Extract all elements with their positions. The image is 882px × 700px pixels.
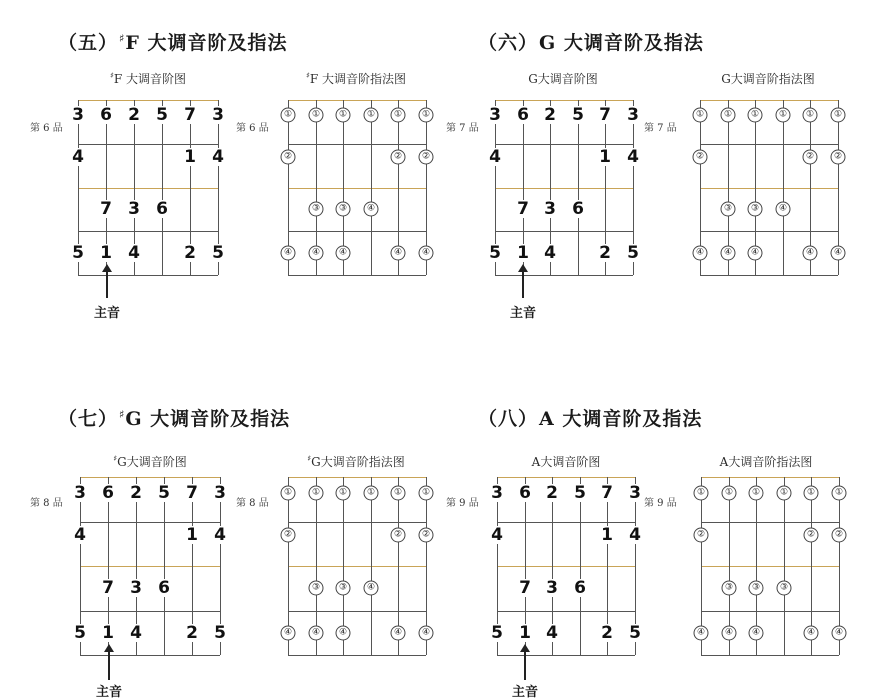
fret-line (700, 275, 838, 276)
scale-note: 3 (128, 199, 140, 219)
scale-note: 3 (546, 578, 558, 598)
fingering-fretboard (696, 477, 844, 655)
scale-note: 6 (156, 199, 168, 219)
finger-marker: ④ (693, 246, 708, 261)
finger-marker: ① (804, 486, 819, 501)
fret-line (80, 566, 220, 567)
fret-line (495, 188, 633, 189)
tonic-arrow-icon (106, 270, 108, 298)
fret-label: 第 6 品 (30, 123, 63, 134)
fret-line (288, 655, 426, 656)
section-title: （八）A 大调音阶及指法 (478, 408, 703, 430)
fret-line (78, 188, 218, 189)
finger-marker: ④ (419, 626, 434, 641)
tonic-arrow-icon (524, 650, 526, 680)
finger-marker: ④ (281, 626, 296, 641)
scale-fretboard (74, 477, 226, 655)
nut-line (80, 477, 220, 478)
finger-marker: ② (419, 528, 434, 543)
scale-diagram-title: ♯G大调音阶图 (113, 454, 187, 469)
scale-note: 7 (184, 105, 196, 125)
fret-label: 第 8 品 (236, 498, 269, 509)
finger-marker: ② (391, 150, 406, 165)
scale-note: 6 (517, 105, 529, 125)
scale-note: 3 (214, 483, 226, 503)
tonic-arrow-icon (522, 270, 524, 298)
finger-marker: ① (776, 108, 791, 123)
string-line (164, 477, 165, 655)
fingering-diagram-title: G大调音阶指法图 (721, 72, 815, 86)
scale-note: 7 (186, 483, 198, 503)
nut-line (497, 477, 635, 478)
section-title: （七）♯G 大调音阶及指法 (58, 407, 291, 430)
scale-note: 4 (74, 525, 86, 545)
scale-note: 3 (130, 578, 142, 598)
scale-note: 2 (546, 483, 558, 503)
finger-marker: ① (749, 486, 764, 501)
finger-marker: ④ (364, 202, 379, 217)
fret-line (288, 611, 426, 612)
fingering-diagram-title: A大调音阶指法图 (719, 455, 813, 469)
fret-line (497, 655, 635, 656)
tonic-label: 主音 (511, 685, 539, 700)
scale-note: 4 (72, 147, 84, 167)
scale-note: 3 (74, 483, 86, 503)
scale-note: 4 (214, 525, 226, 545)
scale-note: 1 (519, 623, 531, 643)
scale-note: 7 (517, 199, 529, 219)
string-line (371, 477, 372, 655)
scale-note: 7 (100, 199, 112, 219)
finger-marker: ① (364, 486, 379, 501)
fret-label: 第 7 品 (446, 123, 479, 134)
finger-marker: ③ (309, 581, 324, 596)
finger-marker: ④ (364, 581, 379, 596)
fret-line (701, 655, 839, 656)
finger-marker: ② (693, 150, 708, 165)
finger-marker: ② (694, 528, 709, 543)
fret-line (78, 231, 218, 232)
finger-marker: ① (281, 486, 296, 501)
fret-line (78, 144, 218, 145)
scale-note: 3 (212, 105, 224, 125)
scale-note: 5 (489, 243, 501, 263)
nut-line (78, 100, 218, 101)
finger-marker: ④ (336, 246, 351, 261)
string-line (783, 100, 784, 275)
string-line (580, 477, 581, 655)
fret-line (495, 231, 633, 232)
tonic-label: 主音 (509, 306, 537, 321)
scale-note: 5 (574, 483, 586, 503)
finger-marker: ① (694, 486, 709, 501)
fret-label: 第 9 品 (644, 498, 677, 509)
scale-note: 5 (156, 105, 168, 125)
scale-note: 5 (629, 623, 641, 643)
scale-note: 7 (599, 105, 611, 125)
finger-marker: ④ (281, 246, 296, 261)
finger-marker: ② (831, 150, 846, 165)
finger-marker: ④ (721, 246, 736, 261)
finger-marker: ④ (803, 246, 818, 261)
finger-marker: ① (722, 486, 737, 501)
fret-line (288, 275, 426, 276)
finger-marker: ③ (336, 202, 351, 217)
fret-line (497, 611, 635, 612)
fret-line (701, 522, 839, 523)
section-title: （五）♯F 大调音阶及指法 (58, 31, 288, 54)
scale-note: 3 (72, 105, 84, 125)
scale-note: 7 (601, 483, 613, 503)
finger-marker: ① (391, 108, 406, 123)
scale-note: 4 (491, 525, 503, 545)
fret-label: 第 8 品 (30, 498, 63, 509)
scale-diagram-title: ♯F 大调音阶图 (109, 71, 187, 86)
finger-marker: ④ (309, 246, 324, 261)
scale-fretboard (489, 100, 639, 275)
fingering-fretboard (283, 477, 431, 655)
nut-line (288, 100, 426, 101)
finger-marker: ④ (391, 626, 406, 641)
string-line (784, 477, 785, 655)
fret-line (288, 522, 426, 523)
scale-note: 4 (128, 243, 140, 263)
fret-label: 第 9 品 (446, 498, 479, 509)
scale-note: 3 (627, 105, 639, 125)
scale-note: 7 (519, 578, 531, 598)
scale-note: 1 (184, 147, 196, 167)
finger-marker: ③ (336, 581, 351, 596)
fret-line (495, 144, 633, 145)
scale-note: 6 (102, 483, 114, 503)
finger-marker: ① (336, 486, 351, 501)
finger-marker: ③ (722, 581, 737, 596)
finger-marker: ④ (748, 246, 763, 261)
fingering-fretboard (283, 100, 431, 275)
finger-marker: ① (693, 108, 708, 123)
fret-line (497, 566, 635, 567)
scale-note: 3 (629, 483, 641, 503)
finger-marker: ① (803, 108, 818, 123)
scale-note: 1 (517, 243, 529, 263)
scale-note: 5 (72, 243, 84, 263)
scale-note: 6 (574, 578, 586, 598)
finger-marker: ① (309, 486, 324, 501)
finger-marker: ① (777, 486, 792, 501)
scale-note: 2 (130, 483, 142, 503)
scale-note: 5 (74, 623, 86, 643)
finger-marker: ④ (391, 246, 406, 261)
scale-note: 1 (599, 147, 611, 167)
finger-marker: ① (419, 486, 434, 501)
nut-line (288, 477, 426, 478)
fret-line (701, 566, 839, 567)
finger-marker: ③ (309, 202, 324, 217)
fret-line (80, 611, 220, 612)
finger-marker: ④ (694, 626, 709, 641)
finger-marker: ① (832, 486, 847, 501)
fingering-fretboard (695, 100, 843, 275)
scale-note: 5 (627, 243, 639, 263)
finger-marker: ④ (722, 626, 737, 641)
fingering-diagram-title: ♯G大调音阶指法图 (307, 454, 405, 469)
string-line (371, 100, 372, 275)
scale-note: 4 (489, 147, 501, 167)
scale-note: 2 (599, 243, 611, 263)
finger-marker: ① (419, 108, 434, 123)
scale-diagram-title: A大调音阶图 (531, 455, 601, 469)
scale-note: 5 (158, 483, 170, 503)
finger-marker: ① (364, 108, 379, 123)
nut-line (700, 100, 838, 101)
scale-note: 1 (100, 243, 112, 263)
scale-note: 4 (627, 147, 639, 167)
finger-marker: ② (419, 150, 434, 165)
scale-note: 3 (491, 483, 503, 503)
fret-line (497, 522, 635, 523)
scale-note: 5 (491, 623, 503, 643)
fingering-diagram-title: ♯F 大调音阶指法图 (305, 71, 407, 86)
fret-line (80, 522, 220, 523)
fret-line (78, 275, 218, 276)
scale-note: 1 (601, 525, 613, 545)
finger-marker: ④ (776, 202, 791, 217)
fret-line (80, 655, 220, 656)
finger-marker: ② (804, 528, 819, 543)
string-line (162, 100, 163, 275)
scale-note: 4 (546, 623, 558, 643)
scale-note: 2 (601, 623, 613, 643)
scale-note: 2 (186, 623, 198, 643)
finger-marker: ① (336, 108, 351, 123)
finger-marker: ④ (832, 626, 847, 641)
scale-note: 6 (572, 199, 584, 219)
fret-line (701, 611, 839, 612)
finger-marker: ④ (419, 246, 434, 261)
scale-note: 5 (212, 243, 224, 263)
scale-note: 2 (128, 105, 140, 125)
scale-note: 6 (158, 578, 170, 598)
fret-line (288, 144, 426, 145)
scale-note: 3 (544, 199, 556, 219)
tonic-label: 主音 (95, 685, 123, 700)
scale-note: 4 (130, 623, 142, 643)
finger-marker: ① (831, 108, 846, 123)
scale-fretboard (491, 477, 641, 655)
section-title: （六）G 大调音阶及指法 (478, 32, 704, 54)
fret-line (288, 188, 426, 189)
finger-marker: ③ (749, 581, 764, 596)
scale-diagram-title: G大调音阶图 (528, 72, 598, 86)
finger-marker: ③ (721, 202, 736, 217)
finger-marker: ① (281, 108, 296, 123)
tonic-label: 主音 (93, 306, 121, 321)
nut-line (701, 477, 839, 478)
finger-marker: ② (832, 528, 847, 543)
fret-line (288, 231, 426, 232)
finger-marker: ① (721, 108, 736, 123)
nut-line (495, 100, 633, 101)
finger-marker: ④ (336, 626, 351, 641)
finger-marker: ④ (831, 246, 846, 261)
finger-marker: ② (281, 528, 296, 543)
finger-marker: ② (803, 150, 818, 165)
string-line (578, 100, 579, 275)
finger-marker: ④ (749, 626, 764, 641)
scale-note: 5 (214, 623, 226, 643)
scale-fretboard (72, 100, 224, 275)
scale-note: 5 (572, 105, 584, 125)
fret-line (700, 144, 838, 145)
scale-note: 4 (544, 243, 556, 263)
finger-marker: ③ (748, 202, 763, 217)
fret-line (495, 275, 633, 276)
fret-label: 第 6 品 (236, 123, 269, 134)
finger-marker: ④ (309, 626, 324, 641)
fret-label: 第 7 品 (644, 123, 677, 134)
fret-line (288, 566, 426, 567)
fret-line (700, 231, 838, 232)
scale-note: 6 (519, 483, 531, 503)
scale-note: 1 (102, 623, 114, 643)
fret-line (700, 188, 838, 189)
finger-marker: ① (309, 108, 324, 123)
scale-note: 2 (184, 243, 196, 263)
finger-marker: ① (391, 486, 406, 501)
tonic-arrow-icon (108, 650, 110, 680)
scale-note: 1 (186, 525, 198, 545)
finger-marker: ④ (804, 626, 819, 641)
scale-note: 4 (212, 147, 224, 167)
scale-note: 6 (100, 105, 112, 125)
scale-note: 3 (489, 105, 501, 125)
finger-marker: ① (748, 108, 763, 123)
scale-note: 4 (629, 525, 641, 545)
scale-note: 7 (102, 578, 114, 598)
finger-marker: ③ (777, 581, 792, 596)
finger-marker: ② (391, 528, 406, 543)
finger-marker: ② (281, 150, 296, 165)
scale-note: 2 (544, 105, 556, 125)
